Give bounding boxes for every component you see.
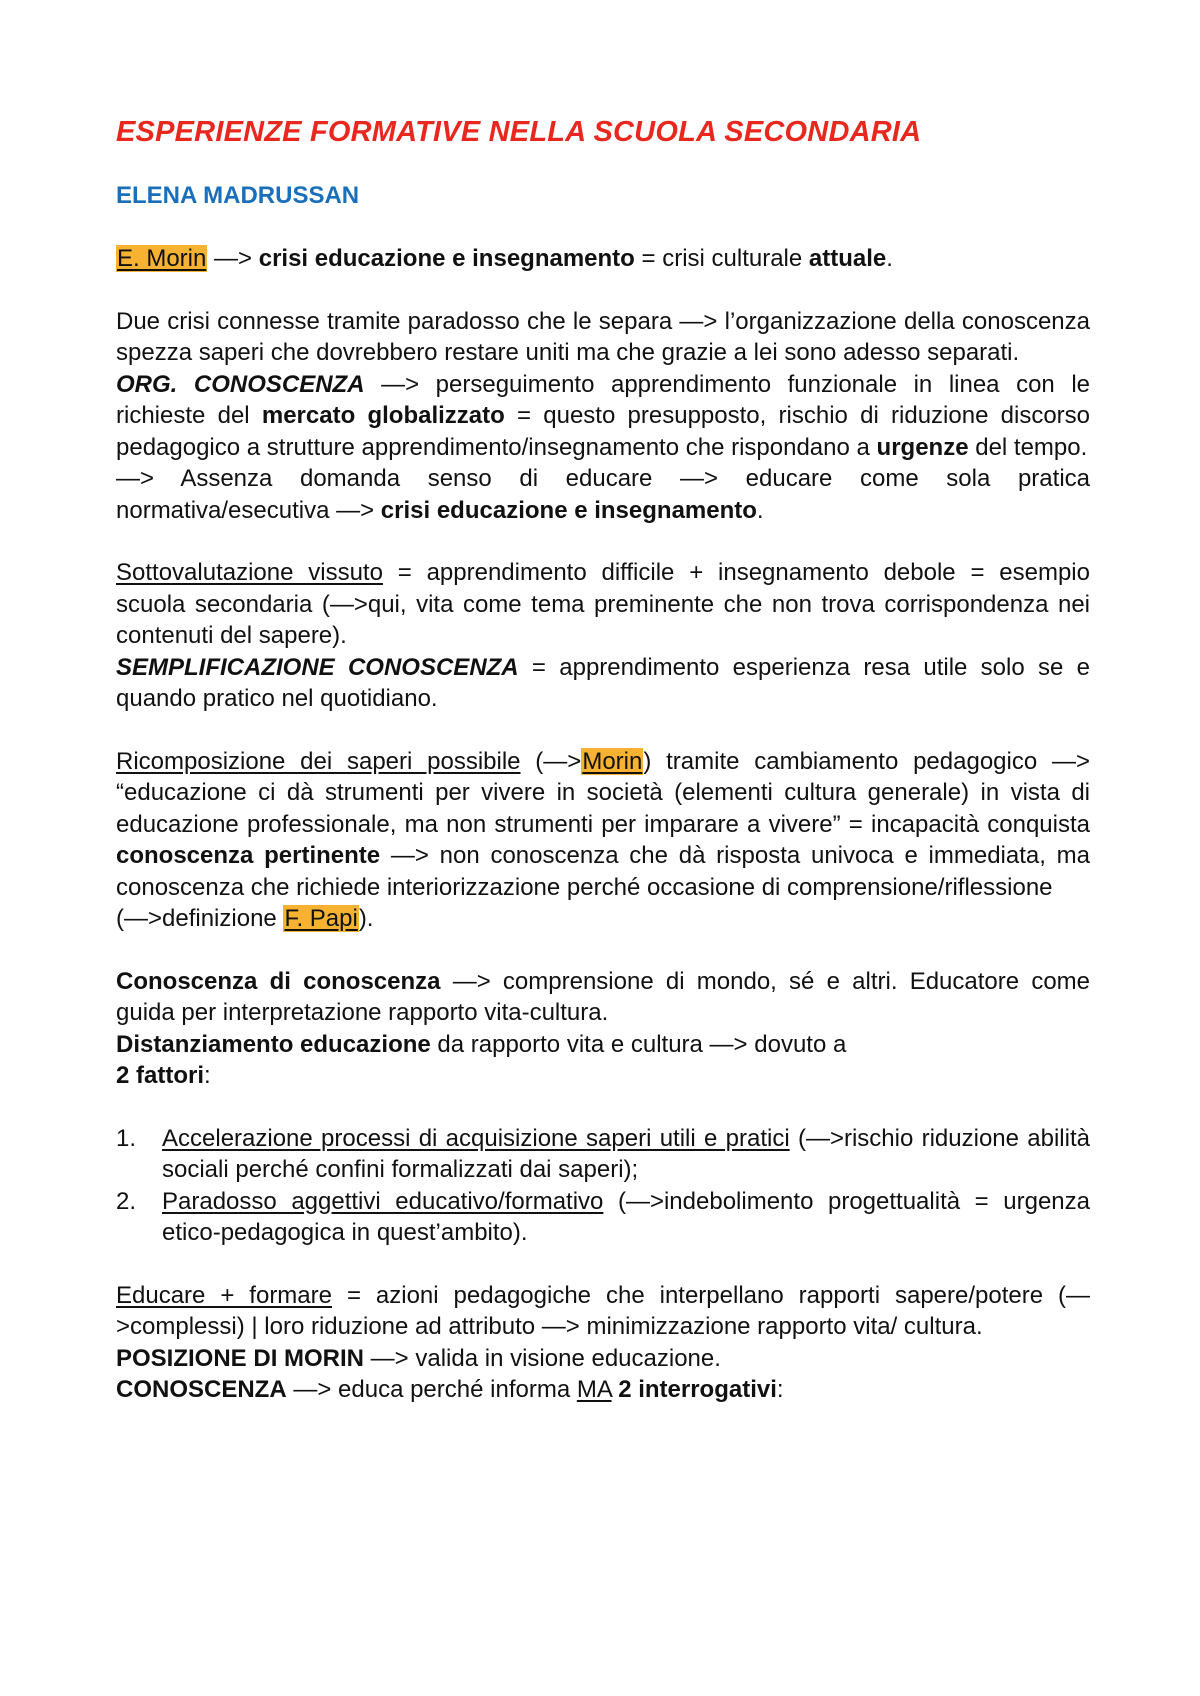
highlight-morin: E. Morin [117, 245, 207, 272]
document-body [116, 112, 1090, 1406]
author-name: ELENA MADRUSSAN [116, 182, 360, 209]
paragraph-distanziamento: Distanziamento educazione da rapporto vita e cultura —> dovuto a [116, 1030, 847, 1058]
list-item: 1. Accelerazione processi di acquisizione saperi utili e pratici (—>rischio riduzione abilità sociali perché confini formalizzati dai saperi); [116, 1124, 1090, 1183]
paragraph-due-fattori: 2 fattori: [116, 1062, 211, 1089]
paragraph-conoscenza-interrogativi: CONOSCENZA —> educa perché informa MA 2 interrogativi: [116, 1376, 784, 1403]
paragraph-assenza-domanda: —> Assenza domanda senso di educare —> educare come sola pratica normativa/esecutiva —> crisi educazione e insegnamento. [116, 465, 1090, 524]
paragraph-conoscenza-di-conoscenza: Conoscenza di conoscenza —> comprensione di mondo, sé e altri. Educatore come guida per interpretazione rapporto vita-cultura. [116, 967, 1091, 1026]
highlight-papi: F. Papi [284, 905, 358, 932]
fattori-list [116, 1123, 1090, 1249]
paragraph-due-crisi: Due crisi connesse tramite paradosso che le separa —> l’organizzazione della conoscenza spezza saperi che dovrebbero restare uniti ma che grazie a lei sono adesso separati. [116, 307, 1090, 366]
document-title: ESPERIENZE FORMATIVE NELLA SCUOLA SECONDARIA [116, 116, 922, 148]
highlight-morin-2: Morin [582, 747, 643, 775]
paragraph-educare-formare: Educare + formare = azioni pedagogiche che interpellano rapporti sapere/potere (—>complessi) | loro riduzione ad attributo —> minimizzazione rapporto vita/ cultura. [116, 1281, 1091, 1340]
paragraph-ricomposizione: Ricomposizione dei saperi possibile (—>Morin) tramite cambiamento pedagogico —> “educazione ci dà strumenti per vivere in società (elementi cultura generale) in vista di educazione professionale, ma non strumenti per imparare a vivere” = incapacità conquista conoscenza pertinente —> non conoscenza che dà risposta univoca e immediata, ma conoscenza che richiede interiorizzazione perché occasione di comprensione/riflessione [116, 747, 1091, 901]
paragraph-semplificazione: SEMPLIFICAZIONE CONOSCENZA = apprendimento esperienza resa utile solo se e quando pratico nel quotidiano. [116, 653, 1090, 712]
paragraph-posizione-morin: POSIZIONE DI MORIN —> valida in visione educazione. [116, 1344, 721, 1372]
paragraph-morin-crisis: E. Morin —> crisi educazione e insegnamento = crisi culturale attuale. [117, 245, 893, 272]
paragraph-sottovalutazione: Sottovalutazione vissuto = apprendimento difficile + insegnamento debole = esempio scuola secondaria (—>qui, vita come tema preminente che non trova corrispondenza nei contenuti del sapere). [116, 559, 1090, 649]
list-item: 2. Paradosso aggettivi educativo/formativo (—>indebolimento progettualità = urgenza etico-pedagogica in quest’ambito). [116, 1187, 1090, 1246]
paragraph-definizione-papi: (—>definizione F. Papi). [116, 905, 374, 932]
paragraph-org-conoscenza: ORG. CONOSCENZA —> perseguimento apprendimento funzionale in linea con le richieste del mercato globalizzato = questo presupposto, rischio di riduzione discorso pedagogico a strutture apprendimento/insegnamento che rispondano a urgenze del tempo. [116, 370, 1091, 461]
